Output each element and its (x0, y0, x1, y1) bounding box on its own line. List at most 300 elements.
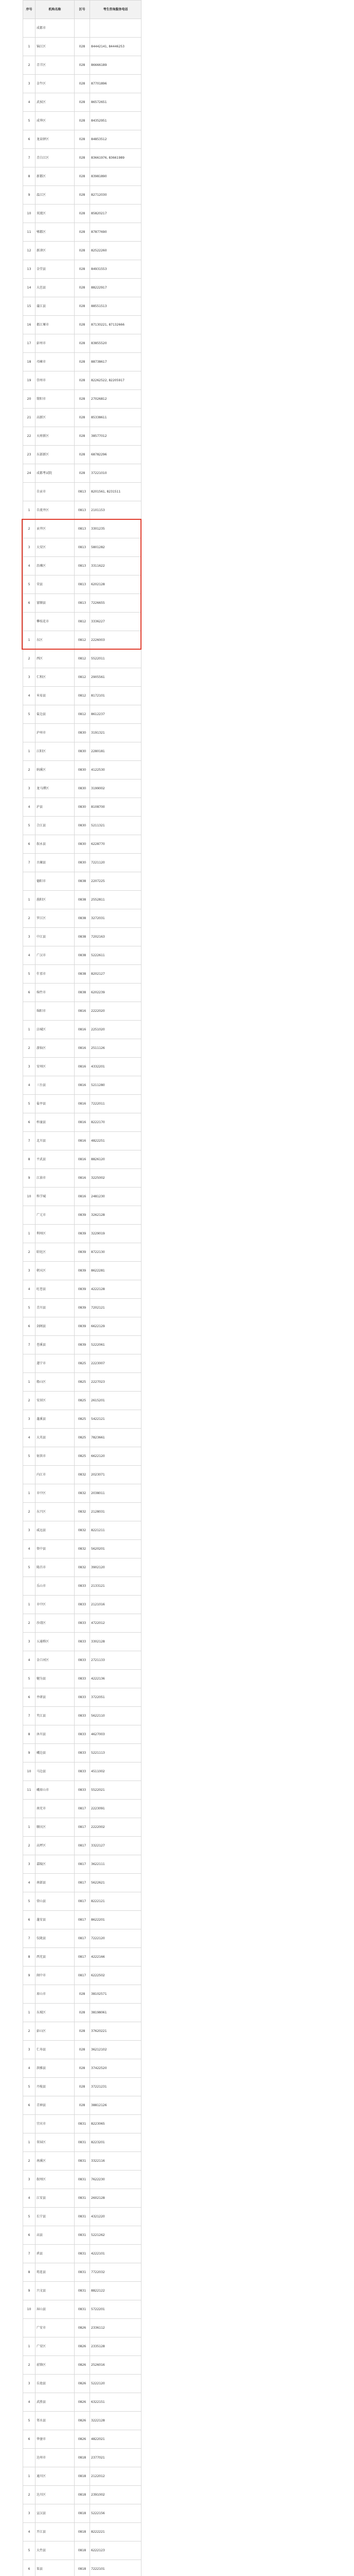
phone-number: 8722130 (90, 1243, 141, 1262)
table-row (23, 297, 141, 316)
area-code: 028 (75, 186, 90, 205)
phone-number: 8822122 (90, 2282, 141, 2300)
row-index: 4 (23, 557, 36, 575)
area-code: 0839 (75, 1317, 90, 1336)
phone-number: 84442141, 84446253 (90, 38, 141, 56)
table-row (23, 2115, 141, 2133)
phone-number: 2905561 (90, 668, 141, 687)
institution-name: 江油市 (36, 1169, 75, 1188)
institution-name: 龙马潭区 (36, 779, 75, 798)
row-index: 1 (23, 1818, 36, 1837)
phone-number: 2038011 (90, 1484, 141, 1503)
phone-number: 5221113 (90, 1744, 141, 1762)
phone-number: 86572651 (90, 93, 141, 112)
row-index: 9 (23, 1744, 36, 1762)
table-row (23, 2245, 141, 2263)
phone-number: 37620221 (90, 2022, 141, 2041)
row-index (23, 1800, 36, 1818)
phone-number: 8622281 (90, 1262, 141, 1280)
institution-name: 华蓥市 (36, 2430, 75, 2449)
area-code: 0825 (75, 1447, 90, 1466)
institution-name: 龙泉驿区 (36, 130, 75, 149)
area-code: 0833 (75, 1744, 90, 1762)
phone-number: 7722032 (90, 2263, 141, 2282)
table-row (23, 835, 141, 854)
row-index: 5 (23, 817, 36, 835)
row-index: 1 (23, 38, 36, 56)
row-index: 4 (23, 2523, 36, 2541)
table-row (23, 1837, 141, 1855)
table-row (23, 1188, 141, 1206)
institution-name: 顺庆区 (36, 1818, 75, 1837)
phone-number: 5222120 (90, 2375, 141, 2393)
area-code: 0838 (75, 872, 90, 891)
institution-name: 开江县 (36, 2523, 75, 2541)
institution-name: 资中县 (36, 1540, 75, 1558)
institution-name: 自流井区 (36, 501, 75, 520)
area-code: 0830 (75, 761, 90, 779)
institution-name: 丹棱县 (36, 2078, 75, 2096)
area-code: 028 (75, 112, 90, 130)
institution-name: 峨边县 (36, 1744, 75, 1762)
institution-name: 青白江区 (36, 149, 75, 167)
institution-name: 西充县 (36, 1948, 75, 1967)
area-code: 0831 (75, 2115, 90, 2133)
area-code: 0838 (75, 928, 90, 946)
row-index: 2 (23, 650, 36, 668)
row-index: 4 (23, 687, 36, 705)
area-code: 0813 (75, 501, 90, 520)
table-row (23, 2263, 141, 2282)
area-code: 0817 (75, 1911, 90, 1929)
table-row (23, 2523, 141, 2541)
area-code: 0825 (75, 1354, 90, 1373)
row-index: 3 (23, 75, 36, 93)
institution-name: 安州区 (36, 1058, 75, 1076)
row-index: 3 (23, 1058, 36, 1076)
phone-number: 7622230 (90, 2171, 141, 2189)
area-code: 0833 (75, 1651, 90, 1670)
phone-number: 4722012 (90, 1614, 141, 1633)
phone-number: 84931553 (90, 260, 141, 279)
row-index: 19 (23, 371, 36, 390)
row-index: 8 (23, 1948, 36, 1967)
institution-name: 金口河区 (36, 1651, 75, 1670)
phone-number: 8201561, 8231511 (90, 483, 141, 501)
table-row (23, 2541, 141, 2560)
row-index: 5 (23, 2078, 36, 2096)
institution-name: 金堂县 (36, 260, 75, 279)
phone-number: 4222128 (90, 1280, 141, 1299)
table-row (23, 1985, 141, 2004)
table-row (23, 1558, 141, 1577)
table-row (23, 1911, 141, 1929)
row-index: 5 (23, 965, 36, 984)
row-index: 1 (23, 1373, 36, 1392)
table-row (23, 1429, 141, 1447)
phone-number: 3722051 (90, 1688, 141, 1707)
phone-number: 5801282 (90, 538, 141, 557)
row-index: 23 (23, 446, 36, 464)
area-code: 0826 (75, 2337, 90, 2356)
area-code: 0832 (75, 1540, 90, 1558)
row-index: 6 (23, 984, 36, 1002)
table-row (23, 242, 141, 260)
phone-number: 2226003 (90, 631, 141, 650)
table-row (23, 1874, 141, 1892)
phone-number: 3191321 (90, 724, 141, 742)
table-row (23, 1855, 141, 1874)
table-row (23, 872, 141, 891)
row-index: 5 (23, 2541, 36, 2560)
table-row (23, 1929, 141, 1948)
institution-name: 昭化区 (36, 1243, 75, 1262)
institution-name: 大英县 (36, 1429, 75, 1447)
phone-number: 38198061 (90, 2004, 141, 2022)
institution-name: 仁和区 (36, 668, 75, 687)
table-row (23, 817, 141, 835)
institution-name: 江阳区 (36, 742, 75, 761)
area-code: 0833 (75, 1633, 90, 1651)
institution-name: 嘉陵区 (36, 1855, 75, 1874)
phone-number: 37422520 (90, 2059, 141, 2078)
table-row (23, 1818, 141, 1837)
phone-number: 3322116 (90, 2152, 141, 2171)
institution-name: 前锋区 (36, 2356, 75, 2375)
table-row (23, 2041, 141, 2059)
phone-number: 5622621 (90, 1874, 141, 1892)
area-code: 0812 (75, 705, 90, 724)
area-code: 0812 (75, 631, 90, 650)
institution-name: 涪城区 (36, 1021, 75, 1039)
institution-name: 东兴区 (36, 1503, 75, 1521)
phone-number: 4222166 (90, 1948, 141, 1967)
institution-name: 南溪区 (36, 2152, 75, 2171)
row-index: 1 (23, 742, 36, 761)
row-index: 2 (23, 2022, 36, 2041)
row-index: 13 (23, 260, 36, 279)
row-index: 4 (23, 1540, 36, 1558)
row-index: 7 (23, 1707, 36, 1725)
table-row (23, 2412, 141, 2430)
area-code: 0825 (75, 1392, 90, 1410)
header-phone: 考生咨询服务电话 (90, 1, 141, 19)
area-code: 0839 (75, 1336, 90, 1354)
institution-name: 简阳市 (36, 390, 75, 409)
institution-name: 叙州区 (36, 2171, 75, 2189)
row-index: 6 (23, 1688, 36, 1707)
phone-number: 2335128 (90, 2337, 141, 2356)
header-area-code: 区号 (75, 1, 90, 19)
row-index: 8 (23, 1725, 36, 1744)
table-row (23, 1540, 141, 1558)
table-row (23, 93, 141, 112)
table-row (23, 1336, 141, 1354)
row-index (23, 872, 36, 891)
phone-number: 2121016 (90, 1596, 141, 1614)
row-index (23, 2449, 36, 2467)
area-code: 0830 (75, 817, 90, 835)
phone-number: 82522260 (90, 242, 141, 260)
table-row (23, 260, 141, 279)
institution-name: 叙永县 (36, 835, 75, 854)
area-code: 0833 (75, 1707, 90, 1725)
phone-number: 2336112 (90, 2319, 141, 2337)
phone-number: 5222061 (90, 1336, 141, 1354)
table-row (23, 668, 141, 687)
area-code: 0833 (75, 1725, 90, 1744)
row-index: 6 (23, 1113, 36, 1132)
area-code: 0832 (75, 1503, 90, 1521)
table-row (23, 594, 141, 613)
table-row (23, 613, 141, 631)
row-index: 2 (23, 520, 36, 538)
institution-name: 科学城 (36, 1188, 75, 1206)
table-row (23, 1762, 141, 1781)
row-index: 9 (23, 1967, 36, 1985)
table-row (23, 2560, 141, 2576)
institution-name: 犍为县 (36, 1670, 75, 1688)
area-code: 0818 (75, 2541, 90, 2560)
phone-number: 4822021 (90, 2430, 141, 2449)
phone-number: 7222120 (90, 1929, 141, 1948)
row-index: 6 (23, 1911, 36, 1929)
row-index: 6 (23, 1317, 36, 1336)
phone-number: 8221211 (90, 1521, 141, 1540)
table-row (23, 1392, 141, 1410)
table-row (23, 167, 141, 186)
table-row (23, 1354, 141, 1373)
phone-number: 68782296 (90, 446, 141, 464)
table-row (23, 1039, 141, 1058)
phone-number: 2207225 (90, 872, 141, 891)
row-index: 6 (23, 835, 36, 854)
phone-number: 8222121 (90, 1892, 141, 1911)
area-code: 0826 (75, 2356, 90, 2375)
institution-name: 高县 (36, 2226, 75, 2245)
phone-number: 5422121 (90, 1410, 141, 1429)
phone-number: 7202121 (90, 1299, 141, 1317)
table-row (23, 1503, 141, 1521)
phone-number: 3229019 (90, 1225, 141, 1243)
phone-number: 2223091 (90, 1800, 141, 1818)
area-code: 0826 (75, 2375, 90, 2393)
row-index: 1 (23, 2337, 36, 2356)
table-row (23, 427, 141, 446)
area-code: 0816 (75, 1132, 90, 1150)
phone-number: 5221262 (90, 2226, 141, 2245)
row-index: 5 (23, 705, 36, 724)
area-code: 028 (75, 242, 90, 260)
institution-name: 马边县 (36, 1762, 75, 1781)
row-index: 5 (23, 112, 36, 130)
row-index: 2 (23, 1837, 36, 1855)
phone-number: 2222002 (90, 1818, 141, 1837)
row-index: 8 (23, 167, 36, 186)
phone-number: 3272031 (90, 909, 141, 928)
table-row (23, 2171, 141, 2189)
area-code: 0818 (75, 2449, 90, 2467)
row-index (23, 1577, 36, 1596)
institution-name: 游仙区 (36, 1039, 75, 1058)
area-code: 028 (75, 2041, 90, 2059)
institution-name: 自贡市 (36, 483, 75, 501)
area-code: 0831 (75, 2245, 90, 2263)
institution-name: 眉山市 (36, 1985, 75, 2004)
institution-name: 峨眉山市 (36, 1781, 75, 1800)
area-code: 0833 (75, 1688, 90, 1707)
phone-number: 3199002 (90, 779, 141, 798)
institution-name: 广元市 (36, 1206, 75, 1225)
table-row (23, 2004, 141, 2022)
institution-name: 南部县 (36, 1874, 75, 1892)
area-code: 0812 (75, 613, 90, 631)
row-index: 15 (23, 297, 36, 316)
row-index: 12 (23, 242, 36, 260)
institution-name: 什邡市 (36, 965, 75, 984)
table-row (23, 1169, 141, 1188)
institution-name: 攀枝花市 (36, 613, 75, 631)
area-code: 0838 (75, 946, 90, 965)
phone-number: 3322127 (90, 1837, 141, 1855)
table-row (23, 687, 141, 705)
institution-name: 广安市 (36, 2319, 75, 2337)
row-index: 2 (23, 2486, 36, 2504)
row-index: 21 (23, 409, 36, 427)
phone-number: 82262522, 82205917 (90, 371, 141, 390)
row-index (23, 2115, 36, 2133)
area-code: 0839 (75, 1225, 90, 1243)
row-index: 7 (23, 854, 36, 872)
area-code: 028 (75, 334, 90, 353)
row-index: 9 (23, 2282, 36, 2300)
table-row (23, 1707, 141, 1725)
area-code: 0831 (75, 2263, 90, 2282)
area-code: 028 (75, 260, 90, 279)
phone-number: 37221231 (90, 2078, 141, 2096)
table-row (23, 1317, 141, 1336)
table-row (23, 112, 141, 130)
table-row (23, 2022, 141, 2041)
institution-name: 泸县 (36, 798, 75, 817)
phone-number: 2511126 (90, 1039, 141, 1058)
row-index: 14 (23, 279, 36, 297)
table-row (23, 1484, 141, 1503)
institution-name: 绵阳市 (36, 1002, 75, 1021)
phone-number: 6622129 (90, 1317, 141, 1336)
table-row (23, 1243, 141, 1262)
table-row (23, 1225, 141, 1243)
institution-name: 合江县 (36, 817, 75, 835)
row-index: 2 (23, 761, 36, 779)
area-code: 0839 (75, 1243, 90, 1262)
institution-name: 青神县 (36, 2096, 75, 2115)
area-code: 0818 (75, 2523, 90, 2541)
phone-number: 27026812 (90, 390, 141, 409)
area-code: 0818 (75, 2504, 90, 2523)
table-row (23, 334, 141, 353)
institution-name: 温江区 (36, 186, 75, 205)
table-row (23, 2226, 141, 2245)
phone-number: 5211321 (90, 817, 141, 835)
area-code: 028 (75, 2078, 90, 2096)
table-row (23, 798, 141, 817)
area-code: 0813 (75, 483, 90, 501)
table-row (23, 965, 141, 984)
phone-number: 7222011 (90, 1095, 141, 1113)
area-code: 0825 (75, 1410, 90, 1429)
area-code: 028 (75, 297, 90, 316)
row-index: 5 (23, 1095, 36, 1113)
institution-name: 船山区 (36, 1373, 75, 1392)
institution-name: 洪雅县 (36, 2059, 75, 2078)
institution-name: 绵竹市 (36, 984, 75, 1002)
table-row (23, 1577, 141, 1596)
phone-number: 7202163 (90, 928, 141, 946)
table-row (23, 1633, 141, 1651)
row-index: 7 (23, 149, 36, 167)
institution-name: 邛崃市 (36, 353, 75, 371)
institution-name: 珙县 (36, 2245, 75, 2263)
phone-number: 83981890 (90, 167, 141, 186)
institution-name: 大邑县 (36, 279, 75, 297)
phone-number: 8202127 (90, 965, 141, 984)
area-code: 0817 (75, 1892, 90, 1911)
area-code: 0832 (75, 1558, 90, 1577)
table-row (23, 390, 141, 409)
header-index: 序号 (23, 1, 36, 19)
institution-name: 古蔺县 (36, 854, 75, 872)
row-index: 11 (23, 223, 36, 242)
area-code: 028 (75, 205, 90, 223)
area-code: 0833 (75, 1596, 90, 1614)
table-row (23, 2337, 141, 2356)
table-header-row (23, 1, 141, 19)
row-index: 2 (23, 1243, 36, 1262)
area-code: 0813 (75, 538, 90, 557)
row-index: 5 (23, 1670, 36, 1688)
table-row (23, 205, 141, 223)
row-index: 4 (23, 1429, 36, 1447)
row-index: 2 (23, 2152, 36, 2171)
area-code: 028 (75, 464, 90, 483)
institution-name: 金牛区 (36, 75, 75, 93)
area-code: 0830 (75, 798, 90, 817)
phone-number: 3222128 (90, 2412, 141, 2430)
table-row (23, 1113, 141, 1132)
table-row (23, 1670, 141, 1688)
table-row (23, 149, 141, 167)
table-row (23, 2133, 141, 2152)
row-index (23, 483, 36, 501)
area-code: 028 (75, 353, 90, 371)
row-index: 5 (23, 1299, 36, 1317)
table-row (23, 19, 141, 38)
area-code: 0833 (75, 1781, 90, 1800)
institution-name: 武侯区 (36, 93, 75, 112)
phone-number: 85338611 (90, 409, 141, 427)
institution-name: 渠县 (36, 2560, 75, 2576)
area-code: 0830 (75, 724, 90, 742)
table-row (23, 742, 141, 761)
area-code: 0816 (75, 1169, 90, 1188)
table-row (23, 538, 141, 557)
phone-number: 5211280 (90, 1076, 141, 1095)
row-index: 2 (23, 2356, 36, 2375)
table-row (23, 1206, 141, 1225)
institution-name: 筠连县 (36, 2263, 75, 2282)
institution-name: 宣汉县 (36, 2504, 75, 2523)
